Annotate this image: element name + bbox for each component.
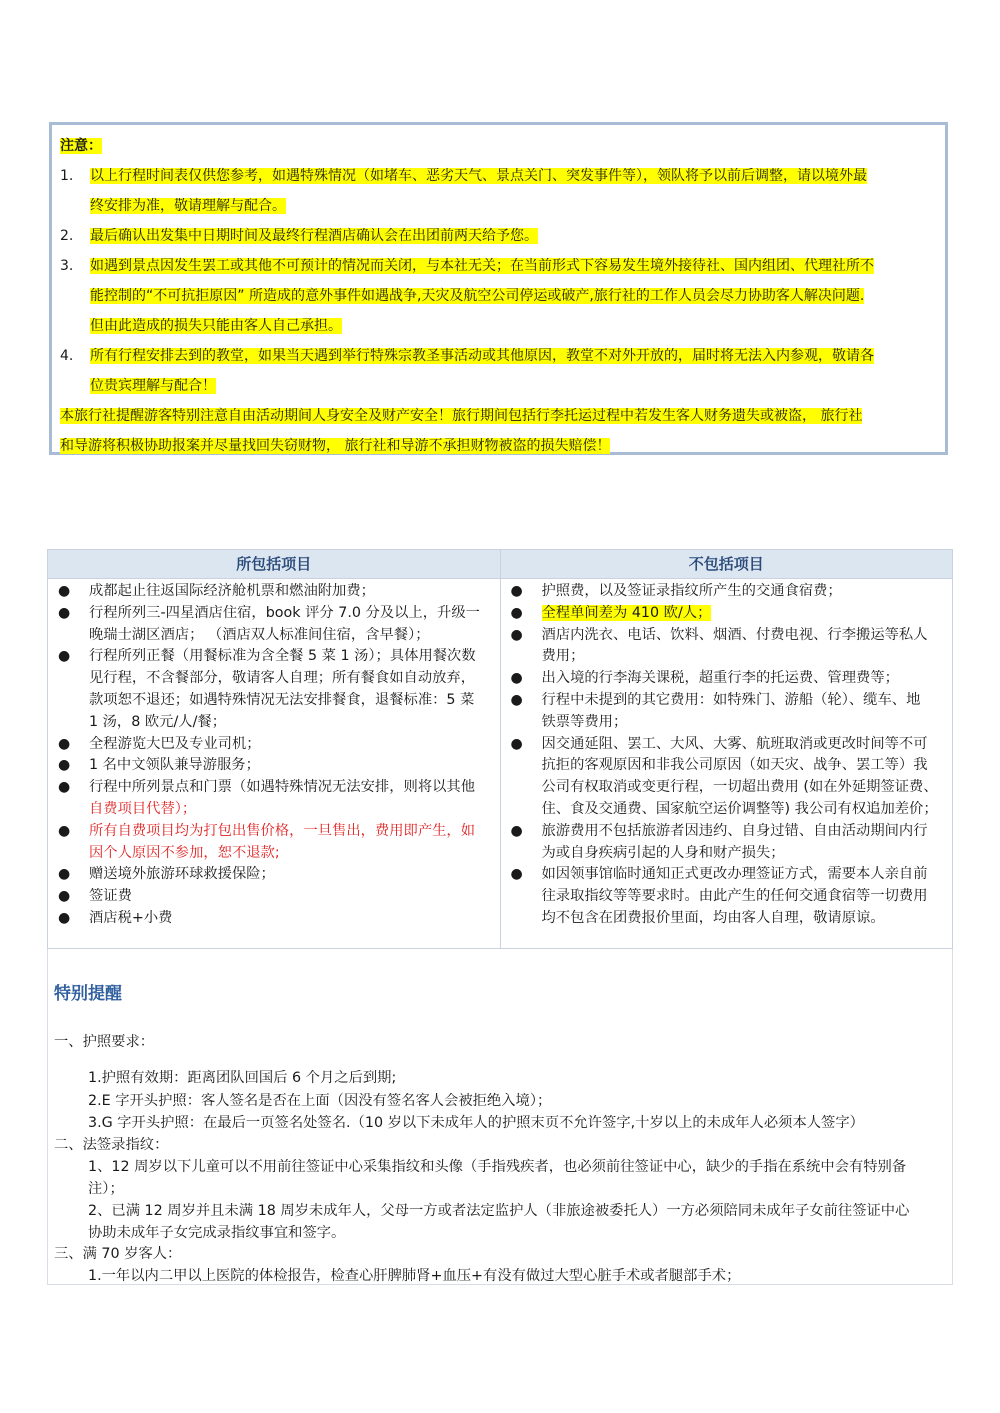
reminder-heading: 二、法签录指纹： bbox=[54, 1137, 169, 1153]
excluded-item: ● 酒店内洗衣、电话、饮料、烟酒、付费电视、行李搬运等私人 费用； bbox=[510, 626, 928, 665]
included-item: ● 行程所列正餐（用餐标准为含全餐 5 菜 1 汤）；具体用餐次数 见行程，不含餐部分，敬请客人自理；所有餐食如自动放弃， 款项恕不退还；如遇特殊情况无法安排餐食，退餐标准：5 菜 1 汤，8 欧元/人/餐； bbox=[58, 648, 476, 730]
bullet-icon: ● bbox=[510, 691, 523, 708]
included-item: ● 1 名中文领队兼导游服务； bbox=[52, 755, 496, 777]
excluded-item: ● 如因领事馆临时通知正式更改办理签证方式，需要本人亲自前 往录取指纹等等要求时。由此产生的任何交通食宿等一切费用 均不包含在团费报价里面，均由客人自理，敬请原谅。 bbox=[510, 866, 928, 926]
included-item: ● 赠送境外旅游环球救援保险； bbox=[52, 864, 496, 886]
bullet-icon: ● bbox=[58, 909, 71, 926]
included-item: ● 所有自费项目均为打包出售价格，一旦售出，费用即产生，如 因个人原因不参加，恕不退款; bbox=[58, 822, 476, 861]
reminder-line: 1.护照有效期：距离团队回国后 6 个月之后到期; bbox=[88, 1070, 397, 1086]
reminder-line: 注）； bbox=[88, 1181, 124, 1197]
bullet-icon: ● bbox=[58, 779, 71, 796]
bullet-icon: ● bbox=[510, 583, 523, 599]
included-column bbox=[48, 579, 501, 949]
notice-footer: 本旅行社提醒游客特别注意自由活动期间人身安全及财产安全！旅行期间包括行李托运过程中若发生客人财务遗失或被盗， 旅行社 和导游将积极协助报案并尽量找回失窃财物， 旅行社和导游不承担财物被盗的损失赔偿！ bbox=[60, 408, 863, 454]
excluded-item: ● 全程单间差为 410 欧/人； bbox=[505, 603, 949, 625]
reminder-line: 2.E 字开头护照：客人签名是否在上面（因没有签名客人会被拒绝入境）； bbox=[88, 1093, 552, 1109]
reminder-line: 协助未成年子女完成录指纹事宜和签字。 bbox=[88, 1225, 346, 1241]
excluded-item: ● 护照费，以及签证录指纹所产生的交通食宿费； bbox=[505, 581, 949, 603]
bullet-icon: ● bbox=[510, 626, 523, 643]
included-item: ● 签证费 bbox=[52, 886, 496, 908]
included-item: ● 成都起止往返国际经济舱机票和燃油附加费； bbox=[52, 581, 496, 603]
bullet-icon: ● bbox=[58, 735, 71, 752]
bullet-icon: ● bbox=[58, 583, 71, 599]
special-reminder-section bbox=[47, 949, 953, 1285]
table-header bbox=[48, 550, 952, 579]
reminder-heading: 一、护照要求： bbox=[54, 1034, 155, 1050]
reminder-line: 1.一年以内二甲以上医院的体检报告，检查心肝脾肺肾+血压+有没有做过大型心脏手术或者腿部手术； bbox=[88, 1268, 741, 1284]
bullet-icon: ● bbox=[58, 888, 71, 905]
notice-item: 4. 所有行程安排去到的教堂，如果当天遇到举行特殊宗教圣事活动或其他原因，教堂不对外开放的，届时将无法入内参观，敬请各 位贵宾理解与配合！ bbox=[60, 348, 874, 394]
bullet-icon: ● bbox=[58, 866, 71, 883]
inclusion-table bbox=[47, 549, 953, 949]
bullet-icon: ● bbox=[58, 604, 71, 621]
included-header: 所包括项目 bbox=[48, 550, 501, 578]
bullet-icon: ● bbox=[58, 648, 71, 665]
reminder-line: 2、已满 12 周岁并且未满 18 周岁未成年人，父母一方或者法定监护人（非旅途被委托人）一方必须陪同未成年子女前往签证中心 bbox=[88, 1203, 910, 1219]
notice-item: 1. 以上行程时间表仅供您参考，如遇特殊情况（如堵车、恶劣天气、景点关门、突发事件等），领队将予以前后调整，请以境外最 终安排为准，敬请理解与配合。 bbox=[60, 168, 867, 214]
notice-item: 2. 最后确认出发集中日期时间及最终行程酒店确认会在出团前两天给予您。 bbox=[60, 228, 538, 244]
excluded-item: ● 因交通延阻、罢工、大风、大雾、航班取消或更改时间等不可 抗拒的客观原因和非我公司原因（如天灾、战争、罢工等）我 公司有权取消或变更行程，一切超出费用 (如在外延期签证费、 住、食及交通费、国家航空运价调整等) 我公司有权追加差价； bbox=[510, 735, 938, 817]
bullet-icon: ● bbox=[510, 866, 523, 883]
reminder-heading: 三、满 70 岁客人： bbox=[54, 1246, 182, 1262]
excluded-item: ● 旅游费用不包括旅游者因违约、自身过错、自由活动期间内行 为或自身疾病引起的人身和财产损失； bbox=[510, 822, 928, 861]
notice-title: 注意： bbox=[60, 138, 102, 154]
bullet-icon: ● bbox=[510, 604, 523, 621]
bullet-icon: ● bbox=[510, 670, 523, 687]
reminder-line: 1、12 周岁以下儿童可以不用前往签证中心采集指纹和头像（手指残疾者，也必须前往签证中心，缺少的手指在系统中会有特别备 bbox=[88, 1159, 907, 1175]
notice-box bbox=[49, 122, 948, 455]
excluded-item: ● 出入境的行李海关课税，超重行李的托运费、管理费等； bbox=[505, 668, 949, 690]
bullet-icon: ● bbox=[58, 757, 71, 774]
reminder-line: 3.G 字开头护照：在最后一页签名处签名.（10 岁以下未成年人的护照末页不允许签字,十岁以上的未成年人必须本人签字） bbox=[88, 1115, 864, 1131]
included-item: ● 全程游览大巴及专业司机； bbox=[52, 734, 496, 756]
bullet-icon: ● bbox=[58, 822, 71, 839]
excluded-column bbox=[501, 579, 953, 949]
included-item: ● 行程所列三-四星酒店住宿，book 评分 7.0 分及以上，升级一 晚瑞士湖区酒店； （酒店双人标准间住宿，含早餐）； bbox=[58, 604, 480, 643]
excluded-header: 不包括项目 bbox=[688, 555, 764, 573]
included-item: ● 行程中所列景点和门票（如遇特殊情况无法安排，则将以其他 自费项目代替）； bbox=[58, 779, 476, 817]
excluded-item: ● 行程中未提到的其它费用：如特殊门、游船（轮）、缆车、地 铁票等费用； bbox=[510, 691, 921, 730]
notice-item: 3. 如遇到景点因发生罢工或其他不可预计的情况而关闭，与本社无关；在当前形式下容易发生境外接待社、国内组团、代理社所不 能控制的“不可抗拒原因” 所造成的意外事件如遇战争,天灾及航空公司停运或破产,旅行社的工作人员会尽力协助客人解决问题. 但由此造成的损失只能由客人自己承担。 bbox=[60, 258, 874, 334]
bullet-icon: ● bbox=[510, 822, 523, 839]
section-title: 特别提醒 bbox=[54, 984, 122, 1004]
included-item: ● 酒店税+小费 bbox=[52, 908, 496, 930]
bullet-icon: ● bbox=[510, 735, 523, 752]
